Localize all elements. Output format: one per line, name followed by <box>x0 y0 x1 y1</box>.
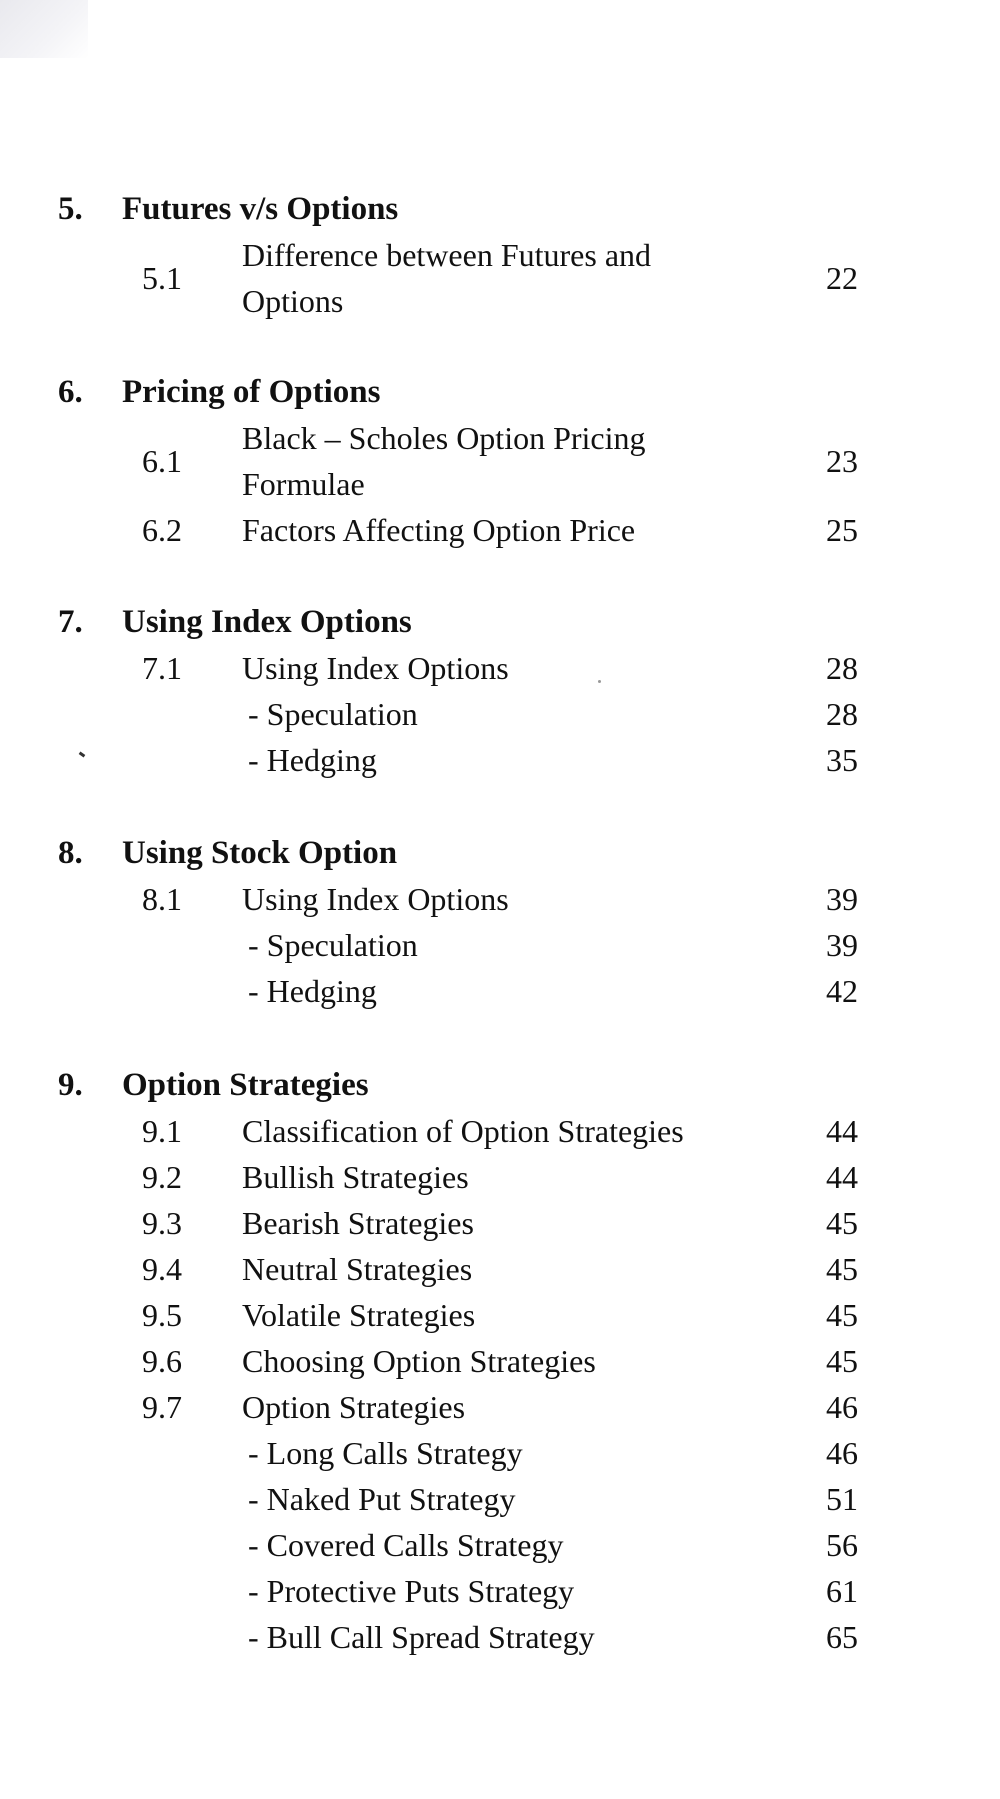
toc-entry-6-1 <box>58 415 858 507</box>
chapter-6 <box>58 369 858 553</box>
chapter-heading <box>58 599 858 645</box>
chapter-heading <box>58 186 858 232</box>
page-number: 44 <box>826 1159 858 1195</box>
chapter-number: 8. <box>58 835 83 871</box>
chapter-9 <box>58 1062 858 1660</box>
toc-entry-5-1 <box>58 232 858 324</box>
section-title: Bearish Strategies <box>242 1205 474 1241</box>
chapter-title: Option Strategies <box>122 1067 369 1103</box>
page-number: 23 <box>826 443 858 479</box>
section-title: Factors Affecting Option Price <box>242 512 636 548</box>
toc-entry-8-1 <box>58 876 858 922</box>
section-title: Difference between Futures and Options <box>242 237 652 319</box>
section-number: 9.7 <box>142 1389 182 1425</box>
chapter-title: Using Stock Option <box>122 835 398 871</box>
page-number: 39 <box>826 927 858 963</box>
page-number: 42 <box>826 973 858 1009</box>
page-number: 22 <box>826 260 858 296</box>
toc-subentry <box>58 922 858 968</box>
subentry-title: - Hedging <box>248 742 377 778</box>
chapter-title: Futures v/s Options <box>122 191 399 227</box>
chapter-7 <box>58 599 858 783</box>
subentry-title: - Bull Call Spread Strategy <box>248 1619 595 1655</box>
section-number: 5.1 <box>142 260 182 296</box>
section-title: Classification of Option Strategies <box>242 1113 684 1149</box>
subentry-title: - Hedging <box>248 973 377 1009</box>
section-title: Using Index Options <box>242 650 509 686</box>
page-number: 28 <box>826 696 858 732</box>
toc-subentry <box>58 1568 858 1614</box>
page-number: 25 <box>826 512 858 548</box>
subentry-title: - Protective Puts Strategy <box>248 1573 575 1609</box>
chapter-number: 5. <box>58 191 83 227</box>
scan-speck <box>598 680 601 683</box>
subentry-title: - Naked Put Strategy <box>248 1481 516 1517</box>
chapter-number: 9. <box>58 1067 83 1103</box>
page-number: 46 <box>826 1435 858 1471</box>
section-title: Option Strategies <box>242 1389 466 1425</box>
page-number: 44 <box>826 1113 858 1149</box>
toc-entry-6-2 <box>58 507 858 553</box>
page-number: 45 <box>826 1297 858 1333</box>
page-number: 35 <box>826 742 858 778</box>
chapter-5 <box>58 186 858 324</box>
page-number: 46 <box>826 1389 858 1425</box>
chapter-heading <box>58 1062 858 1108</box>
page-number: 45 <box>826 1343 858 1379</box>
section-title: Choosing Option Strategies <box>242 1343 596 1379</box>
toc-subentry <box>58 1614 858 1660</box>
section-title: Using Index Options <box>242 881 509 917</box>
page-number: 45 <box>826 1205 858 1241</box>
page-number: 56 <box>826 1527 858 1563</box>
chapter-8 <box>58 830 858 1014</box>
toc-entry-9-6 <box>58 1338 858 1384</box>
page-number: 28 <box>826 650 858 686</box>
toc-entry-7-1 <box>58 645 858 691</box>
section-number: 9.5 <box>142 1297 182 1333</box>
chapter-number: 6. <box>58 374 83 410</box>
section-number: 9.3 <box>142 1205 182 1241</box>
section-title: Bullish Strategies <box>242 1159 469 1195</box>
toc-entry-9-3 <box>58 1200 858 1246</box>
subentry-title: - Covered Calls Strategy <box>248 1527 564 1563</box>
subentry-title: - Speculation <box>248 696 418 732</box>
section-title: Volatile Strategies <box>242 1297 476 1333</box>
chapter-heading <box>58 830 858 876</box>
toc-entry-9-4 <box>58 1246 858 1292</box>
page-number: 45 <box>826 1251 858 1287</box>
toc-entry-9-7 <box>58 1384 858 1430</box>
subentry-title: - Long Calls Strategy <box>248 1435 523 1471</box>
subentry-title: - Speculation <box>248 927 418 963</box>
section-number: 6.2 <box>142 512 182 548</box>
chapter-number: 7. <box>58 604 83 640</box>
chapter-title: Using Index Options <box>122 604 412 640</box>
page-number: 65 <box>826 1619 858 1655</box>
section-number: 8.1 <box>142 881 182 917</box>
toc-subentry <box>58 968 858 1014</box>
section-number: 7.1 <box>142 650 182 686</box>
section-number: 6.1 <box>142 443 182 479</box>
page-number: 39 <box>826 881 858 917</box>
chapter-heading <box>58 369 858 415</box>
toc-subentry <box>58 1522 858 1568</box>
section-number: 9.4 <box>142 1251 182 1287</box>
toc-subentry <box>58 691 858 737</box>
toc-subentry <box>58 1430 858 1476</box>
toc-subentry <box>58 737 858 783</box>
toc-entry-9-5 <box>58 1292 858 1338</box>
section-title: Neutral Strategies <box>242 1251 473 1287</box>
page-number: 51 <box>826 1481 858 1517</box>
toc-subentry <box>58 1476 858 1522</box>
toc-entry-9-2 <box>58 1154 858 1200</box>
section-number: 9.6 <box>142 1343 182 1379</box>
page-number: 61 <box>826 1573 858 1609</box>
section-title: Black – Scholes Option Pricing Formulae <box>242 420 646 502</box>
chapter-title: Pricing of Options <box>122 374 381 410</box>
toc-entry-9-1 <box>58 1108 858 1154</box>
section-number: 9.2 <box>142 1159 182 1195</box>
scan-edge-shadow <box>0 0 88 58</box>
section-number: 9.1 <box>142 1113 182 1149</box>
